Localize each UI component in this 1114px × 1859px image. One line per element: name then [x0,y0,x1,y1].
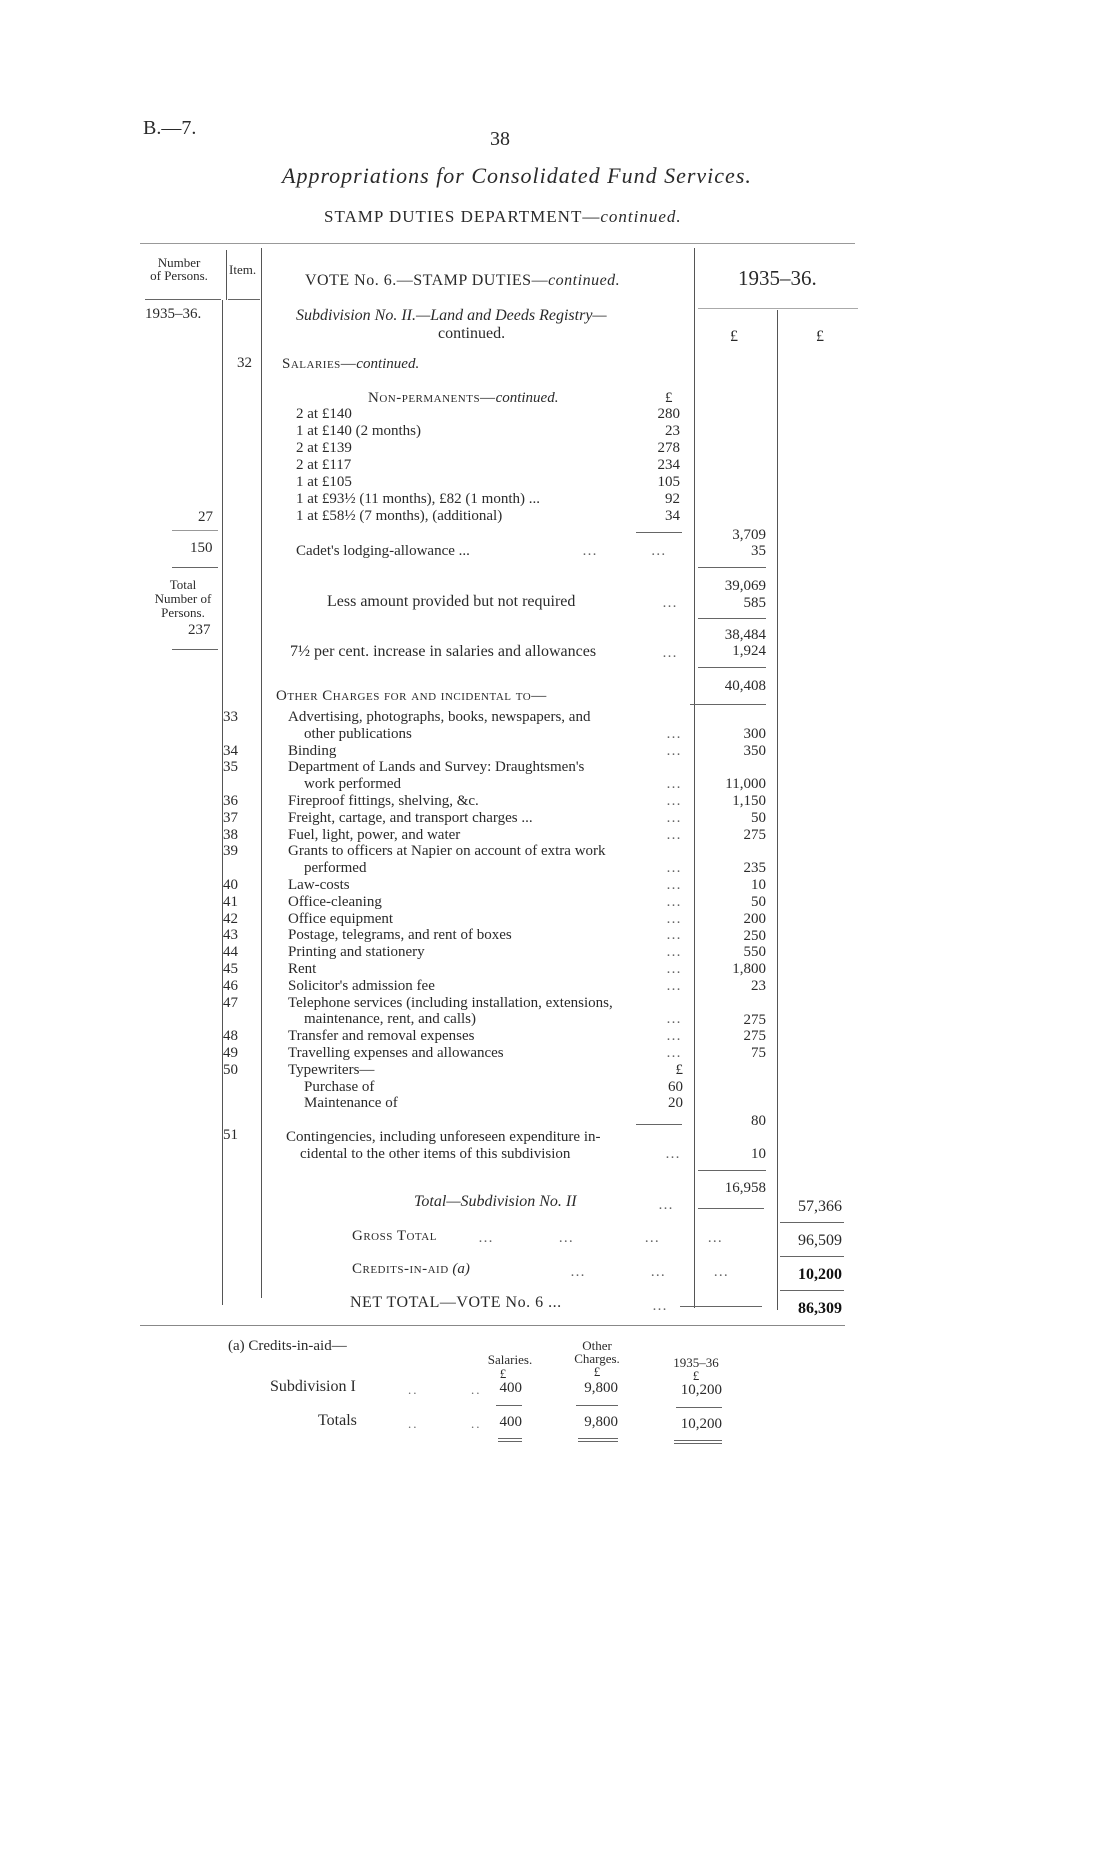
gross-total-label: Gross Total [352,1228,437,1244]
credits-in-aid-heading [352,1261,470,1278]
persons-header-line1: Number [157,255,201,270]
persons-header-line2: of Persons. [150,268,208,283]
footnote-currency-salaries: £ [499,1366,507,1381]
charge-number: 36 [223,792,238,809]
nonpermanents-label: Non-permanents— [368,390,496,406]
leader-dots: … … … … [478,1230,725,1246]
salary-row-label: 1 at £93½ (11 months), £82 (1 month) ... [296,491,541,507]
salary-row-amount: 278 [657,440,680,456]
vote-continued: continued. [548,272,621,289]
charge-number: 37 [223,809,238,826]
leader-dots: … [666,776,683,793]
footnote-col-other [562,1339,632,1378]
charge-label-cont: other publications [304,725,412,742]
leader-dots: … [666,792,683,809]
leader-dots: … [666,725,683,742]
leader-dots: … [665,1146,682,1162]
other-charges-total: 16,958 [724,1180,766,1196]
cadet-allowance-amount: 35 [751,543,766,559]
persons-total-rule [172,567,218,568]
page-number: 38 [490,128,510,150]
charge-amount: 275 [743,1011,766,1028]
footnote-totals-other: 9,800 [584,1414,618,1430]
footnote-row-other: 9,800 [584,1380,618,1396]
salary-row [296,457,680,474]
leader-dots: … … … [570,1264,731,1280]
salary-row [296,423,680,440]
charge-amount: 250 [743,927,766,944]
salaries-total-rule [698,667,766,668]
salary-row [296,508,680,525]
charge-item [223,759,683,776]
credits-in-aid-label: Credits-in-aid [352,1261,449,1277]
gross-total-amount: 96,509 [798,1232,842,1249]
charge-number: 41 [223,893,238,910]
charge-item [223,793,683,810]
leader-dots: … [666,876,683,893]
amount-spacer [700,995,766,1012]
leader-dots: … [666,860,683,877]
total-persons-label [146,578,220,620]
rule-amount-total [777,310,778,1310]
charge-item [223,995,683,1012]
footnote-col-year [664,1356,728,1382]
footnote-row-salaries: 400 [499,1380,522,1396]
typewriters-label: Typewriters— [288,1061,375,1078]
contingencies-line2: cidental to the other items of this subdivision [300,1146,571,1162]
footnote-currency-other: £ [593,1364,601,1379]
sum1-rule [698,567,766,568]
footnote-double-rule [674,1440,722,1441]
footnote-row-year: 10,200 [680,1382,722,1398]
leader-dots: … [662,645,679,661]
footnote-currency-year: £ [692,1368,700,1383]
header-rule-persons [145,299,221,300]
contingencies-line1: Contingencies, including unforeseen expenditure in- [286,1129,601,1145]
charge-number: 50 [223,1061,238,1078]
department-continued: continued. [600,207,682,226]
charge-item [223,1062,683,1079]
persons-count-27: 27 [198,509,213,525]
sum2-rule [698,618,766,619]
footnote-double-rule [498,1441,522,1442]
footnote-col-other-line1: Other [582,1338,612,1353]
charge-number: 38 [223,826,238,843]
salary-row-amount: 34 [665,508,680,524]
leader-dots: .. .. [408,1382,482,1397]
total-persons-value: 237 [188,622,211,638]
salary-row-label: 1 at £58½ (7 months), (additional) [296,508,503,524]
contingencies-line2-row [286,1146,682,1163]
other-charges-amounts [700,726,766,1062]
salary-row [296,491,680,508]
salary-row [296,406,680,423]
charge-item-cont [223,1011,683,1028]
rule-persons-item-top [226,250,227,300]
leader-dots: … [662,595,679,611]
header-rule-item [228,299,260,300]
charge-number: 49 [223,1044,238,1061]
charge-number: 40 [223,876,238,893]
year-column-header: 1935–36. [738,266,817,290]
charge-number: 44 [223,944,238,961]
persons-subtotal-rule [172,530,218,531]
footnote-totals-label: Totals [318,1412,357,1429]
item-number: 32 [237,355,252,371]
persons-year: 1935–36. [145,306,202,322]
charge-item [223,827,683,844]
charge-amount: 1,800 [732,961,766,978]
net-rule [780,1290,844,1291]
currency-symbol-col1: £ [730,328,738,345]
salary-row-amount: 92 [665,491,680,507]
charge-amount: 300 [743,726,766,742]
salary-row-label: 2 at £139 [296,440,352,456]
charge-item-cont [223,860,683,877]
charge-item [223,944,683,961]
charge-item [223,743,683,760]
charge-amount: 275 [743,826,766,843]
salaries-total: 40,408 [724,678,766,694]
charge-item [223,894,683,911]
leader-dots: … [666,927,683,944]
nonpermanents-heading [368,390,558,407]
charge-label: Fuel, light, power, and water [288,826,461,843]
charge-label: Telephone services (including installation, extensions, [288,994,613,1011]
total-persons-line1: Total [169,577,197,592]
persons-count-150: 150 [190,540,213,556]
subdivision-title: Subdivision No. II.—Land and Deeds Registry— [296,307,607,324]
charge-item [223,877,683,894]
typewriters-rule [636,1124,682,1125]
charge-label: Freight, cartage, and transport charges ... [288,809,533,826]
charge-label: Law-costs [288,876,350,893]
other-charges-list [223,709,683,1112]
footnote-double-rule [674,1443,722,1444]
rule-description-amount [694,248,695,1308]
charge-amount: 11,000 [725,776,766,793]
charge-label: Fireproof fittings, shelving, &c. [288,792,479,809]
footnote-double-rule [498,1438,522,1439]
leader-dots: … [666,1011,683,1028]
table-bottom-rule [140,1325,845,1326]
salaries-label: Salaries— [282,356,357,372]
charge-amount: 50 [751,809,766,826]
leader-dots: … [658,1197,675,1213]
charge-label: Advertising, photographs, books, newspapers, and [288,709,591,725]
typewriters-maintenance-label: Maintenance of [304,1095,398,1112]
leader-dots: … [666,809,683,826]
charge-number: 33 [223,709,238,725]
top-rule [140,243,855,244]
charge-number: 45 [223,960,238,977]
charge-item [223,709,683,726]
vote-title: VOTE No. 6.—STAMP DUTIES— [305,272,549,289]
less-amount-value: 585 [743,595,766,611]
department-heading [324,207,682,227]
contingencies [286,1129,682,1163]
salaries-sum1: 39,069 [724,578,766,594]
credits-in-aid-note: (a) [452,1261,470,1277]
salaries-heading [282,356,419,373]
charge-item [223,927,683,944]
leader-dots: … [666,910,683,927]
item-column-header: Item. [229,262,257,277]
charge-number: 51 [223,1127,238,1143]
leader-dots: … [666,742,683,759]
leader-dots: … [666,977,683,994]
leader-dots: … [652,1298,669,1314]
footnote-rule-year [676,1407,722,1408]
footnote-row-label: Subdivision I [270,1378,356,1395]
document-reference: B.—7. [143,117,197,139]
salary-row-label: 1 at £105 [296,474,352,490]
salary-row [296,440,680,457]
charge-label: Rent [288,960,317,977]
charge-item [223,843,683,860]
amount-spacer [700,760,766,777]
contingencies-amount: 10 [751,1146,766,1162]
net-total-dash [680,1306,762,1307]
charge-item [223,810,683,827]
subdivision-total-rule [698,1208,764,1209]
salaries-subtotal-rule [636,532,682,533]
footnote-totals-salaries: 400 [499,1414,522,1430]
salaries-sum2: 38,484 [724,627,766,643]
footnote-col-salaries: Salaries. [487,1352,533,1367]
salary-row [296,474,680,491]
department-name: STAMP DUTIES DEPARTMENT— [324,207,601,226]
charge-label-cont: work performed [304,776,402,793]
salary-row-label: 1 at £140 (2 months) [296,423,421,439]
salary-row-amount: 280 [657,406,680,422]
salaries-continued: continued. [356,356,420,372]
leader-dots: … [666,826,683,843]
charge-number: 34 [223,742,238,759]
typewriters-purchase-amount: 60 [668,1078,683,1095]
charge-amount: 10 [751,877,766,894]
currency-symbol-salaries: £ [665,390,673,406]
charge-label: Binding [288,742,337,759]
footnote-col-other-line2: Charges. [574,1351,620,1366]
salary-row-label: 2 at £140 [296,406,352,422]
footnote-double-rule [578,1438,618,1439]
typewriters-total: 80 [751,1113,766,1129]
footnote-totals-year: 10,200 [680,1416,722,1432]
charge-label: Printing and stationery [288,944,425,961]
charge-label-cont: performed [304,860,367,877]
other-charges-rule [690,704,766,705]
net-total-amount: 86,309 [798,1300,842,1317]
nonpermanents-continued: continued. [495,390,559,406]
typewriters-purchase [223,1079,683,1096]
persons-column-header [142,256,216,282]
subdivision-continued: continued. [438,325,506,342]
typewriters-maintenance [223,1095,683,1112]
leader-dots: … [666,960,683,977]
footnote-title: (a) Credits-in-aid— [228,1338,347,1354]
charge-item-cont [223,776,683,793]
charge-label: Grants to officers at Napier on account of extra work [288,843,606,860]
other-charges-total-rule [698,1170,766,1171]
currency-symbol-col2: £ [816,328,824,345]
charge-amount: 275 [743,1028,766,1045]
page-title: Appropriations for Consolidated Fund Services. [282,163,752,188]
charge-label: Transfer and removal expenses [288,1028,475,1045]
charge-item [223,1028,683,1045]
charge-amount: 23 [751,977,766,994]
salaries-subtotal: 3,709 [732,527,766,543]
charge-number: 43 [223,927,238,944]
salary-row-label: 2 at £117 [296,457,352,473]
total-persons-line3: Persons. [161,605,205,620]
charge-number: 39 [223,843,238,860]
footnote-rule-other [576,1405,618,1406]
vote-column-header [305,272,620,290]
salary-rows [296,406,680,525]
charge-number: 47 [223,994,238,1011]
currency-symbol-typewriters: £ [675,1061,683,1078]
salary-row-amount: 234 [657,457,680,473]
footnote-col-year-label: 1935–36 [673,1355,719,1370]
leader-dots: … [666,1028,683,1045]
less-amount-label: Less amount provided but not required [327,593,576,610]
footnote-double-rule [578,1441,618,1442]
other-charges-heading: Other Charges for and incidental to— [276,688,547,704]
charge-number: 42 [223,910,238,927]
charge-number: 48 [223,1028,238,1045]
amount-spacer [700,844,766,861]
leader-dots: .. .. [408,1416,482,1431]
net-total-label: NET TOTAL—VOTE No. 6 ... [350,1294,562,1311]
typewriters-maintenance-amount: 20 [668,1095,683,1112]
credits-in-aid-amount: 10,200 [798,1266,842,1283]
gross-rule [780,1222,844,1223]
charge-label: Solicitor's admission fee [288,977,435,994]
header-rule-year [698,308,858,309]
charge-number: 46 [223,977,238,994]
cadet-allowance-label: Cadet's lodging-allowance ... [296,543,470,559]
charge-item-cont [223,726,683,743]
charge-amount: 75 [751,1045,766,1062]
charge-item [223,911,683,928]
charge-item [223,978,683,995]
charge-amount: 235 [743,860,766,877]
salary-row-amount: 105 [657,474,680,490]
subdivision-total-label: Total—Subdivision No. II [414,1193,577,1210]
leader-dots: … … [582,543,668,559]
total-persons-line2: Number of [154,591,212,606]
charge-item [223,961,683,978]
leader-dots: … [666,944,683,961]
increase-amount: 1,924 [732,643,766,659]
charge-amount: 200 [743,910,766,927]
charge-label: Office-cleaning [288,893,382,910]
charge-label: Office equipment [288,910,394,927]
charge-number: 35 [223,759,238,776]
charge-label-cont: maintenance, rent, and calls) [304,1011,477,1028]
salary-row-amount: 23 [665,423,680,439]
leader-dots: … [666,893,683,910]
charge-amount: 1,150 [732,793,766,810]
subdivision-total-amount: 57,366 [798,1198,842,1215]
increase-label: 7½ per cent. increase in salaries and allowances [290,643,597,660]
credits-rule [780,1256,844,1257]
charge-label: Department of Lands and Survey: Draughtsmen's [288,759,585,776]
total-persons-rule [172,649,218,650]
footnote-rule-salaries [496,1405,522,1406]
charge-amount: 350 [743,742,766,759]
charge-label: Travelling expenses and allowances [288,1044,504,1061]
charge-amount: 550 [743,944,766,961]
charge-label: Postage, telegrams, and rent of boxes [288,927,512,944]
charge-amount: 50 [751,893,766,910]
leader-dots: … [666,1044,683,1061]
charge-item [223,1045,683,1062]
typewriters-purchase-label: Purchase of [304,1078,375,1095]
